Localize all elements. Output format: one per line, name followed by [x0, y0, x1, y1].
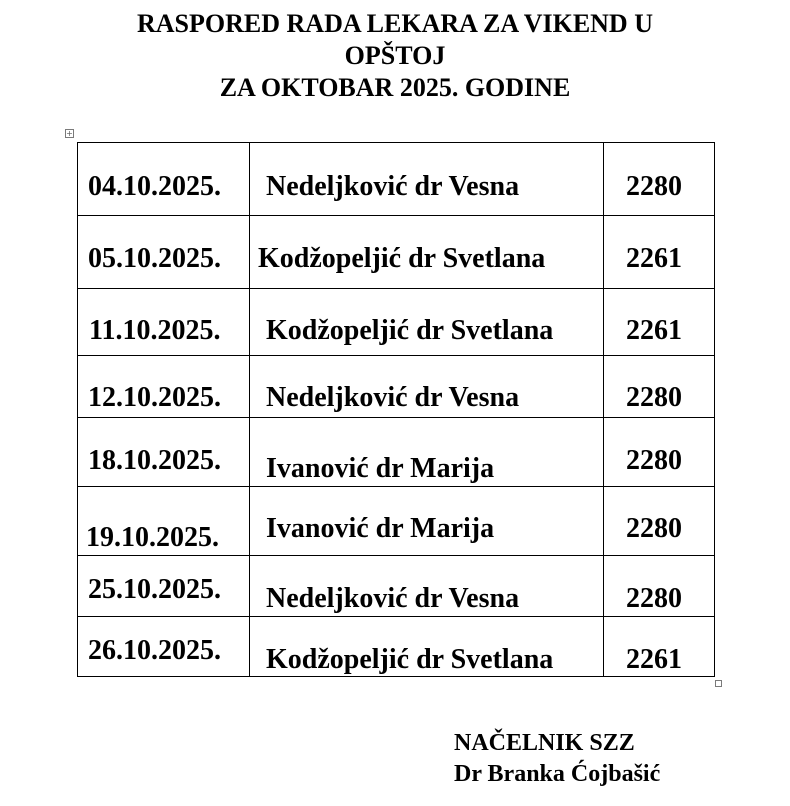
document-title: [0, 8, 790, 104]
extension-cell[interactable]: [604, 216, 715, 289]
doctor-text: Nedeljković dr Vesna: [266, 583, 520, 614]
date-cell[interactable]: [78, 216, 250, 289]
doctor-text: Ivanović dr Marija: [266, 453, 495, 484]
extension-cell[interactable]: [604, 418, 715, 487]
extension-text: 2261: [626, 315, 682, 346]
date-text: 05.10.2025.: [88, 243, 221, 274]
date-cell[interactable]: [78, 418, 250, 487]
signature-block: [454, 728, 660, 790]
title-line-2: OPŠTOJ: [344, 41, 446, 70]
doctor-cell[interactable]: [250, 289, 604, 356]
table-row: [78, 289, 715, 356]
extension-text: 2280: [626, 583, 682, 614]
extension-text: 2261: [626, 644, 682, 675]
doctor-cell[interactable]: [250, 617, 604, 677]
doctor-cell[interactable]: [250, 487, 604, 556]
date-cell[interactable]: [78, 556, 250, 617]
table-move-handle-icon[interactable]: +: [66, 129, 73, 138]
signatory-name: Dr Branka Ćojbašić: [454, 761, 661, 787]
table-row: [78, 356, 715, 418]
table-row: [78, 556, 715, 617]
doctor-text: Ivanović dr Marija: [266, 513, 495, 544]
table-row: [78, 143, 715, 216]
date-text: 18.10.2025.: [88, 445, 221, 476]
table-resize-handle-icon[interactable]: [715, 680, 722, 687]
date-text: 12.10.2025.: [88, 382, 221, 413]
extension-cell[interactable]: [604, 289, 715, 356]
extension-cell[interactable]: [604, 617, 715, 677]
doctor-cell[interactable]: [250, 356, 604, 418]
date-cell[interactable]: [78, 356, 250, 418]
extension-cell[interactable]: [604, 143, 715, 216]
doctor-cell[interactable]: [250, 418, 604, 487]
doctor-text: Nedeljković dr Vesna: [266, 382, 520, 413]
date-cell[interactable]: [78, 143, 250, 216]
title-line-1: RASPORED RADA LEKARA ZA VIKEND U: [137, 9, 653, 38]
schedule-table: [77, 142, 715, 677]
doctor-text: Kodžopeljić dr Svetlana: [266, 315, 554, 346]
doctor-text: Nedeljković dr Vesna: [266, 171, 520, 202]
doctor-cell[interactable]: [250, 143, 604, 216]
date-text: 26.10.2025.: [88, 635, 221, 666]
extension-cell[interactable]: [604, 487, 715, 556]
date-text: 19.10.2025.: [86, 522, 219, 553]
date-cell[interactable]: [78, 289, 250, 356]
extension-text: 2280: [626, 445, 682, 476]
table-row: [78, 216, 715, 289]
doctor-text: Kodžopeljić dr Svetlana: [258, 243, 546, 274]
extension-text: 2280: [626, 513, 682, 544]
extension-cell[interactable]: [604, 556, 715, 617]
title-line-3: ZA OKTOBAR 2025. GODINE: [219, 73, 571, 102]
extension-text: 2280: [626, 171, 682, 202]
table-row: [78, 617, 715, 677]
table-row: [78, 418, 715, 487]
table-row: [78, 487, 715, 556]
doctor-cell[interactable]: [250, 556, 604, 617]
date-cell[interactable]: [78, 617, 250, 677]
date-text: 04.10.2025.: [88, 171, 221, 202]
extension-cell[interactable]: [604, 356, 715, 418]
extension-text: 2280: [626, 382, 682, 413]
extension-text: 2261: [626, 243, 682, 274]
date-text: 11.10.2025.: [89, 315, 221, 346]
doctor-cell[interactable]: [250, 216, 604, 289]
date-text: 25.10.2025.: [88, 574, 221, 605]
date-cell[interactable]: [78, 487, 250, 556]
signatory-role: NAČELNIK SZZ: [454, 730, 635, 756]
doctor-text: Kodžopeljić dr Svetlana: [266, 644, 554, 675]
